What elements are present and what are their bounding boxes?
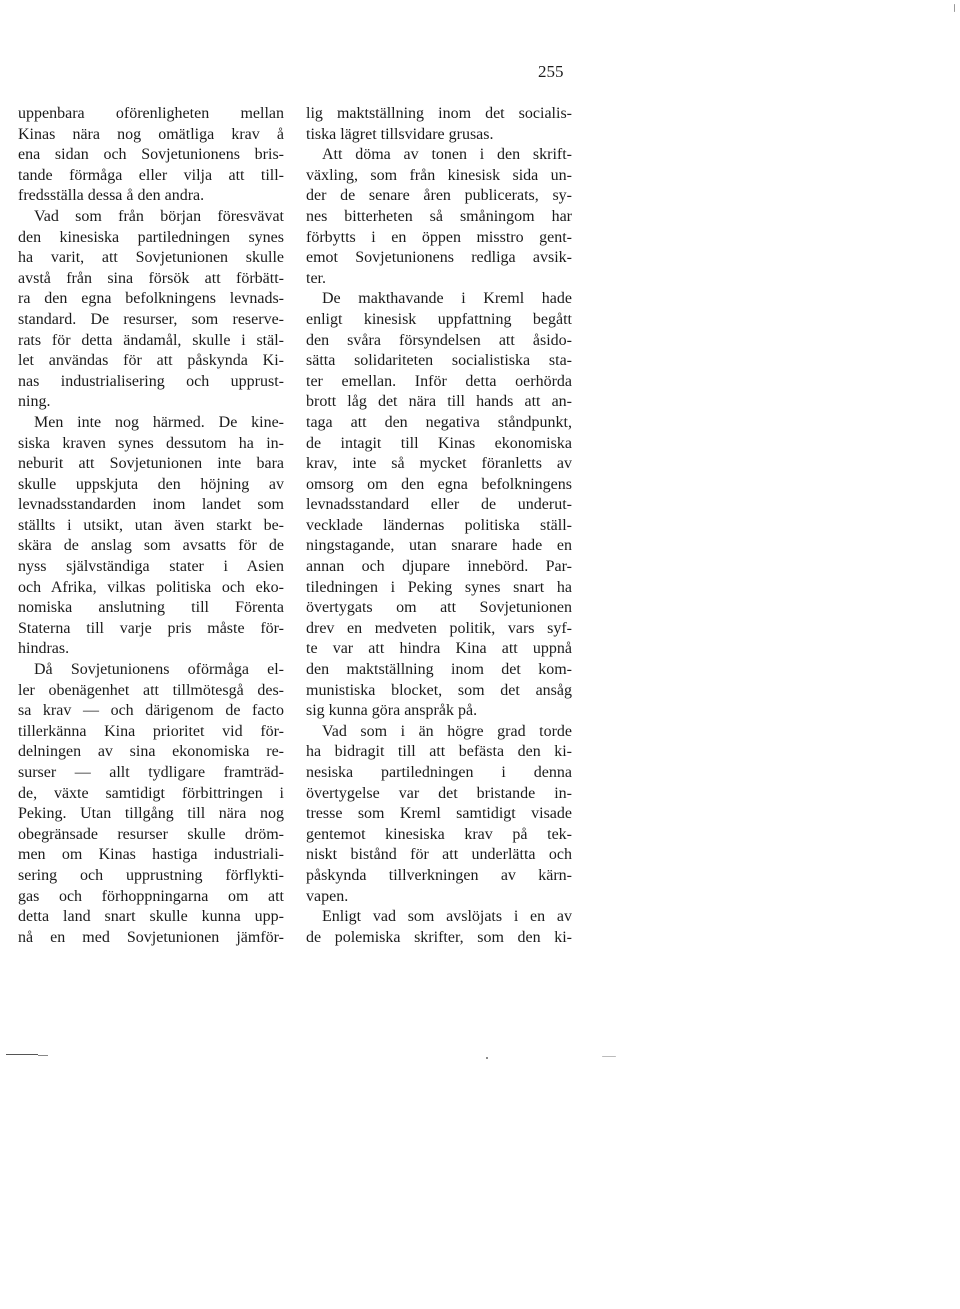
text-line: Då Sovjetunionens oförmåga el- <box>34 661 284 679</box>
text-line: Staterna till varje pris måste för- <box>18 619 284 637</box>
text-line: tiska lägret tillsvidare grusas. <box>306 125 494 143</box>
text-line: och Afrika, vilkas politiska och eko- <box>18 578 284 596</box>
text-line: lig maktställning inom det socialis- <box>306 105 572 122</box>
text-line: övertygelse var det bristande in- <box>306 784 572 802</box>
text-line: te var att hindra Kina att uppnå <box>306 640 572 658</box>
text-line: nomiska anslutning till Förenta <box>18 599 284 617</box>
text-line: delningen av sina ekonomiska re- <box>18 743 284 761</box>
text-line: de polemiska skrifter, som den ki- <box>306 928 572 946</box>
text-line: tande förmåga eller vilja att till- <box>18 166 284 184</box>
text-line: obegränsade resurser skulle dröm- <box>18 825 284 843</box>
text-line: ter emellan. Inför detta oerhörda <box>306 372 572 390</box>
text-line: vapen. <box>306 887 349 905</box>
text-line: tillerkänna Kina prioritet vid för- <box>18 722 284 740</box>
text-line: levnadsstandard eller de underut- <box>306 496 572 514</box>
text-column-left <box>18 104 284 948</box>
text-line: brott låg det nära till hands att an- <box>306 393 572 411</box>
text-line: nå en med Sovjetunionen jämför- <box>18 928 284 946</box>
text-line: Men inte nog härmed. De kine- <box>34 413 284 431</box>
text-line: sig kunna göra anspråk på. <box>306 702 478 720</box>
text-line: emot Sovjetunionens redliga avsik- <box>306 249 572 267</box>
text-line: standard. De resurser, som reserve- <box>18 310 284 328</box>
text-line: ningstagande, utan snarare hade en <box>306 537 572 555</box>
text-line: munistiska blocket, som det ansåg <box>306 681 572 699</box>
text-line: ställts i utsikt, utan även starkt be- <box>18 516 284 534</box>
scan-artifact <box>954 4 955 12</box>
text-line: nesiska partiledningen i denna <box>306 764 572 781</box>
text-line: nas industrialisering och upprust- <box>18 372 284 390</box>
text-line: den svåra försyndelsen att åsido- <box>306 331 572 349</box>
text-line: skära de anslag som avsatts för de <box>18 537 284 555</box>
text-line: hindras. <box>18 640 70 658</box>
text-line: vecklade ländernas politiska ställ- <box>306 516 572 534</box>
text-line: förbytts i en öppen misstro gent- <box>306 228 572 246</box>
text-line: krav, inte så mycket föranletts av <box>306 455 572 473</box>
text-line: tiledningen i Peking synes snart ha <box>306 578 572 596</box>
text-line: omsorg om den egna befolkningens <box>306 475 572 493</box>
text-line: gas och förhoppningarna om att <box>18 887 284 905</box>
text-line: nes bitterheten så småningom har <box>306 207 572 225</box>
text-line: Att döma av tonen i den skrift- <box>322 146 572 164</box>
text-line: De makthavande i Kreml hade <box>322 290 572 308</box>
text-line: ter. <box>306 269 326 287</box>
text-line: let användas för att påskynda Ki- <box>18 352 284 370</box>
text-line: tresse som Kreml samtidigt visade <box>306 805 572 823</box>
text-line: Vad som från början föresvävat <box>34 207 284 225</box>
text-line: ning. <box>18 393 51 411</box>
text-line: drev en medveten politik, vars syf- <box>306 619 572 637</box>
text-line: levnadsstandarden inom landet som <box>18 496 284 514</box>
text-line: den kinesiska partiledningen synes <box>18 228 284 246</box>
text-line: rats för detta ändamål, skulle i stäl- <box>18 331 284 349</box>
text-line: surser — allt tydligare framträd- <box>18 764 284 781</box>
text-line: detta land snart skulle kunna upp- <box>18 908 284 926</box>
scan-artifact <box>602 1056 616 1057</box>
text-line: taga att den negativa ståndpunkt, <box>306 413 572 431</box>
text-line: ena sidan och Sovjetunionens bris- <box>18 146 284 164</box>
text-line: sätta solidariteten socialistiska sta- <box>306 352 572 370</box>
text-line: men om Kinas hastiga industriali- <box>18 846 284 864</box>
text-line: niskt bistånd för att underlätta och <box>306 846 572 864</box>
text-line: enligt kinesisk uppfattning begått <box>306 310 572 328</box>
text-line: avstå från sina försök att förbätt- <box>18 269 284 287</box>
text-line: den maktställning inom det kom- <box>306 661 572 679</box>
text-line: Vad som i än högre grad torde <box>322 722 572 740</box>
text-line: Peking. Utan tillgång till nära nog <box>18 805 284 823</box>
text-line: övertygats om att Sovjetunionen <box>306 599 572 617</box>
text-line: Enligt vad som avslöjats i en av <box>322 908 572 926</box>
scan-artifact <box>6 1054 38 1055</box>
text-line: fredsställa dessa å den andra. <box>18 187 205 205</box>
text-line: sa krav — och därigenom de facto <box>18 702 284 720</box>
text-line: neburit att Sovjetunionen inte bara <box>18 455 284 473</box>
text-line: ha bidragit till att befästa den ki- <box>306 743 572 761</box>
text-line: gentemot kinesiska krav på tek- <box>306 825 572 843</box>
text-line: sering och upprustning förflykti- <box>18 866 284 884</box>
text-line: skulle uppskjuta den höjning av <box>18 475 284 493</box>
text-line: ler obenägenhet att tillmötesgå des- <box>18 681 284 699</box>
text-line: de, växte samtidigt förbittringen i <box>18 784 284 802</box>
text-line: nyss självständiga stater i Asien <box>18 558 284 576</box>
text-line: uppenbara oförenligheten mellan <box>18 105 284 122</box>
scan-artifact <box>38 1055 48 1056</box>
text-line: de intagit till Kinas ekonomiska <box>306 434 572 452</box>
text-line: påskynda tillverkningen av kärn- <box>306 866 572 884</box>
text-column-right <box>306 104 572 948</box>
text-line: der de senare åren publicerats, sy- <box>306 187 572 205</box>
scan-artifact <box>486 1057 488 1059</box>
text-line: växling, som från kinesisk sida un- <box>306 166 572 184</box>
page-number: 255 <box>538 62 564 81</box>
text-line: siska kraven synes dessutom ha in- <box>18 434 284 452</box>
text-line: ha varit, att Sovjetunionen skulle <box>18 249 284 267</box>
text-line: ra den egna befolkningens levnads- <box>18 290 284 308</box>
text-line: annan och djupare innebörd. Par- <box>306 558 572 576</box>
text-line: Kinas nära nog omätliga krav å <box>18 125 284 143</box>
